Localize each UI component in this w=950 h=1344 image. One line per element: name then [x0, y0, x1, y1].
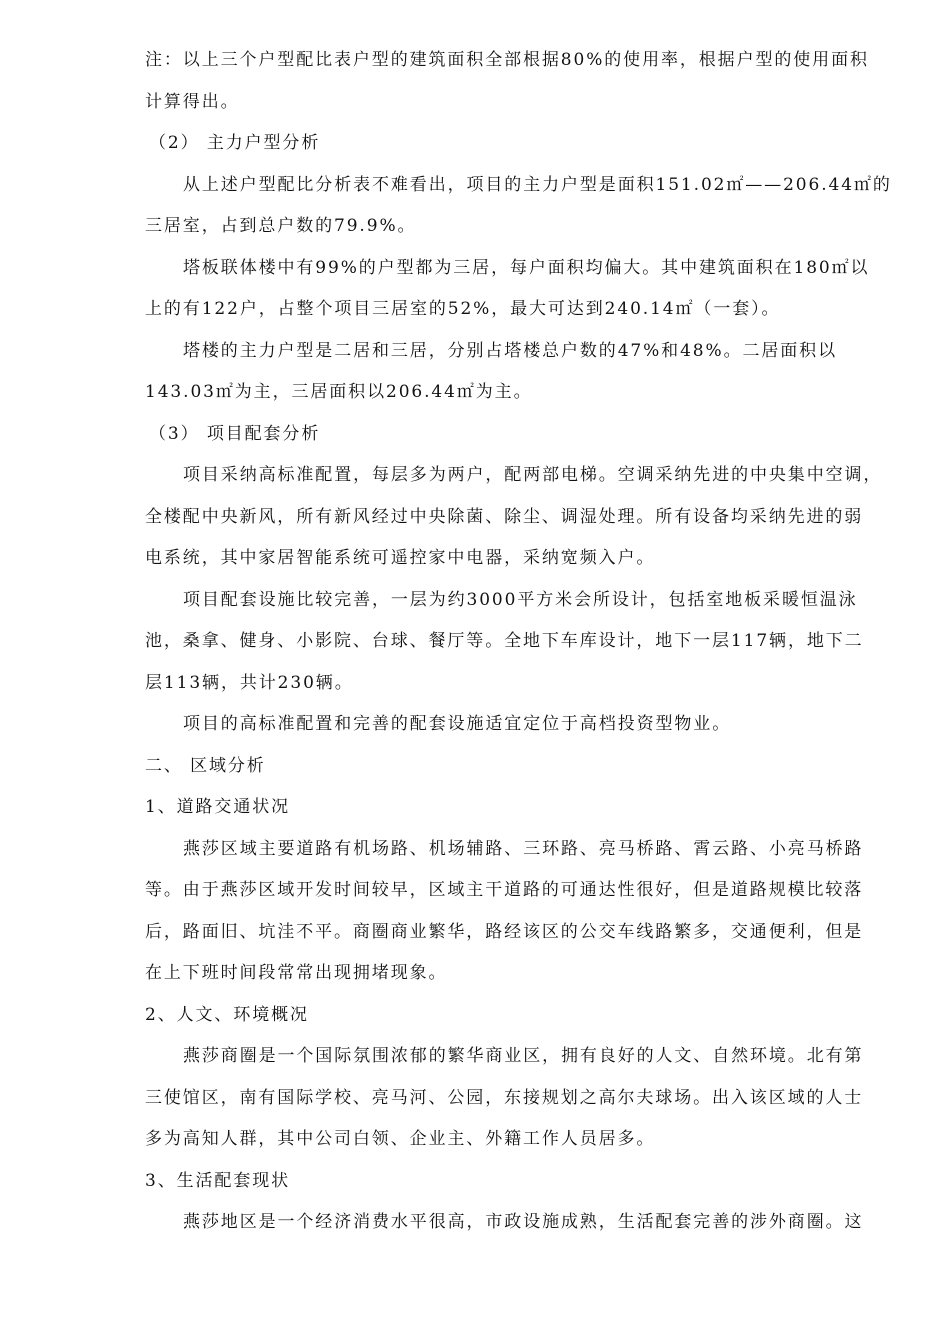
chapter-heading: 二、 区域分析	[145, 755, 266, 776]
text-line: 多为高知人群，其中公司白领、企业主、外籍工作人员居多。	[145, 1129, 656, 1149]
body-paragraph	[145, 254, 885, 325]
text-line: 池，桑拿、健身、小影院、台球、餐厅等。全地下车库设计，地下一层117辆，地下二	[145, 631, 864, 651]
text-line: 电系统，其中家居智能系统可遥控家中电器，采纳宽频入户。	[145, 548, 656, 568]
text-line: 塔楼的主力户型是二居和三居，分别占塔楼总户数的47%和48%。二居面积以	[183, 340, 837, 361]
text-line: 燕莎地区是一个经济消费水平很高，市政设施成熟，生活配套完善的涉外商圈。这	[183, 1212, 864, 1232]
text-line: 项目的高标准配置和完善的配套设施适宜定位于高档投资型物业。	[183, 714, 732, 734]
body-paragraph	[145, 171, 892, 242]
text-line: 在上下班时间段常常出现拥堵现象。	[145, 963, 448, 983]
body-paragraph	[145, 461, 885, 573]
text-line: 全楼配中央新风，所有新风经过中央除菌、除尘、调湿处理。所有设备均采纳先进的弱	[145, 506, 864, 527]
body-paragraph	[145, 586, 885, 698]
text-line: 从上述户型配比分析表不难看出，项目的主力户型是面积151.02㎡——206.44㎡的	[183, 174, 892, 195]
body-paragraph	[145, 1208, 885, 1237]
body-paragraph	[145, 710, 885, 739]
document-body	[145, 46, 892, 1237]
text-line: 注：以上三个户型配比表户型的建筑面积全部根据80%的使用率，根据户型的使用面积	[145, 50, 869, 70]
body-paragraph	[145, 835, 885, 989]
note-paragraph	[145, 46, 885, 117]
text-line: 上的有122户，占整个项目三居室的52%，最大可达到240.14㎡（一套）。	[145, 299, 781, 319]
body-paragraph	[145, 337, 885, 408]
body-paragraph	[145, 1042, 885, 1154]
text-line: 塔板联体楼中有99%的户型都为三居，每户面积均偏大。其中建筑面积在180㎡以	[183, 257, 870, 278]
text-line: 等。由于燕莎区域开发时间较早，区域主干道路的可通达性很好，但是道路规模比较落	[145, 880, 864, 900]
section-heading: （2） 主力户型分析	[149, 133, 321, 153]
text-line: 项目配套设施比较完善，一层为约3000平方米会所设计，包括室地板采暖恒温泳	[183, 589, 858, 610]
section-heading: （3） 项目配套分析	[149, 423, 321, 444]
text-line: 燕莎商圈是一个国际氛围浓郁的繁华商业区，拥有良好的人文、自然环境。北有第	[183, 1046, 864, 1066]
text-line: 计算得出。	[145, 91, 240, 112]
subsection-heading: 2、人文、环境概况	[145, 1004, 309, 1025]
text-line: 燕莎区域主要道路有机场路、机场辅路、三环路、亮马桥路、霄云路、小亮马桥路	[183, 838, 864, 859]
subsection-heading: 3、生活配套现状	[145, 1170, 291, 1191]
text-line: 143.03㎡为主，三居面积以206.44㎡为主。	[145, 382, 533, 402]
text-line: 三使馆区，南有国际学校、亮马河、公园，东接规划之高尔夫球场。出入该区域的人士	[145, 1087, 864, 1108]
text-line: 三居室，占到总户数的79.9%。	[145, 216, 417, 236]
subsection-heading: 1、道路交通状况	[145, 797, 291, 817]
text-line: 项目采纳高标准配置，每层多为两户，配两部电梯。空调采纳先进的中央集中空调，	[183, 465, 883, 485]
text-line: 层113辆，共计230辆。	[145, 672, 354, 693]
text-line: 后，路面旧、坑洼不平。商圈商业繁华，路经该区的公交车线路繁多，交通便利，但是	[145, 921, 864, 942]
